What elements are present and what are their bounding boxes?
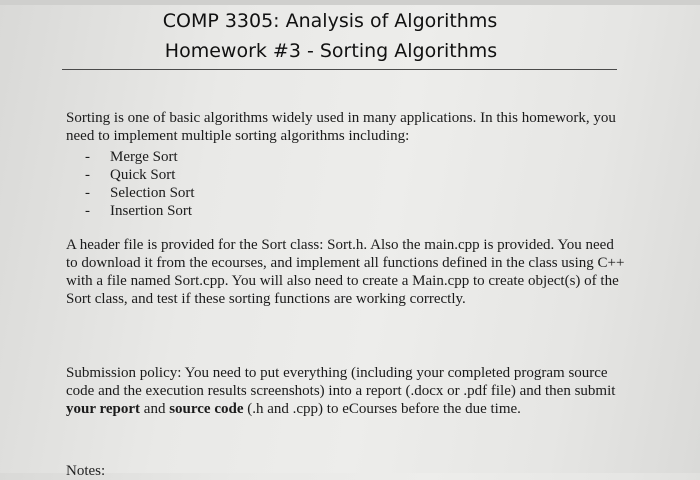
submission-text-2: and (140, 401, 170, 417)
document-title (0, 6, 700, 66)
list-item (82, 148, 195, 166)
submission-bold-report: your report (66, 401, 141, 417)
algorithm-merge-sort: Merge Sort (110, 149, 178, 165)
algorithm-selection-sort: Selection Sort (110, 185, 195, 201)
submission-paragraph (66, 364, 626, 418)
list-item (82, 202, 195, 220)
bullet-dash: - (85, 167, 90, 183)
homework-title: Homework #3 - Sorting Algorithms (164, 40, 498, 62)
algorithm-insertion-sort: Insertion Sort (110, 203, 193, 219)
intro-paragraph: Sorting is one of basic algorithms widely used in many applications. In this homework, you need to implement multiple sorting algorithms including: (66, 110, 616, 144)
notes-heading: Notes: (66, 463, 106, 479)
page-top-edge (0, 0, 700, 5)
list-item (82, 166, 195, 184)
algorithm-list (82, 148, 195, 220)
instructions-paragraph: A header file is provided for the Sort class: Sort.h. Also the main.cpp is provided. You need to download it from the ecourses, and implement all functions defined in the class using C++ with a file named Sort.cpp. You will also need to create a Main.cpp to create object(s) of the Sort class, and test if these sorting functions are working correctly. (66, 237, 625, 307)
list-item (82, 184, 195, 202)
submission-bold-source: source code (169, 401, 244, 417)
bullet-dash: - (85, 203, 90, 219)
submission-text-1: Submission policy: You need to put everything (including your completed program source code and the execution results screenshots) into a report (.docx or .pdf file) and then submit (66, 365, 616, 399)
title-divider (62, 69, 617, 70)
submission-text-3: (.h and .cpp) to eCourses before the due time. (243, 401, 521, 417)
bullet-dash: - (85, 185, 90, 201)
bullet-dash: - (85, 149, 90, 165)
algorithm-quick-sort: Quick Sort (110, 167, 176, 183)
course-title: COMP 3305: Analysis of Algorithms (162, 10, 498, 32)
